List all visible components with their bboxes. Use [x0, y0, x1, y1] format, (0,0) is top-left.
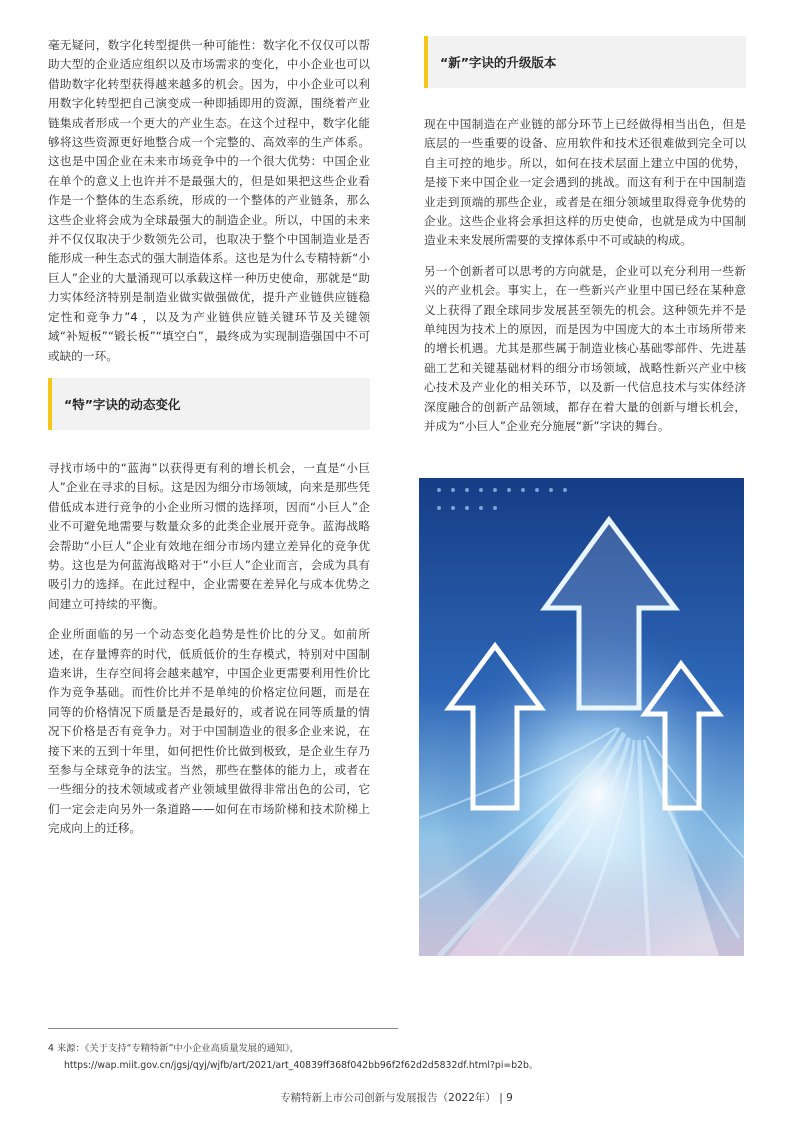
left-paragraph-1: 毫无疑问，数字化转型提供一种可能性：数字化不仅仅可以帮助大型的企业适应组织以及市场需求的变化，中小企业也可以借助数字化转型获得越来越多的机会。因为，中小企业可以利用数字化转型把自己演变成一种即插即用的资源，围绕着产业链集成者形成一个更大的产业生态。在这个过程中，数字化能够将这些资源更好地整合成一个完整的、高效率的生产体系。这也是中国企业在未来市场竞争中的一个很大优势：中国企业在单个的意义上也许并不是最强大的，但是如果把这些企业看作是一个整体的生态系统，形成的一个整体的产业链条，那么这些企业将会成为全球最强大的制造企业。所以，中国的未来并不仅仅取决于少数领先公司，也取决于整个中国制造业是否能形成一种生态式的强大制造体系。这也是为什么专精特新“小巨人”企业的大量涌现可以承载这样一种历史使命，那就是“助力实体经济特别是制造业做实做强做优，提升产业链供应链稳定性和竞争力”4 ，以及为产业链供应链关键环节及关键领域“补短板”“锻长板”“填空白”，最终成为实现制造强国中不可或缺的一环。 [48, 38, 370, 363]
section-heading-xin-label: “新”字诀的升级版本 [440, 55, 557, 70]
footnote-url: https://wap.miit.gov.cn/jgsj/qyj/wjfb/art/2021/art_40839ff368f042bb96f2f62d2d5832df.html?pi=b2b。 [64, 1060, 539, 1071]
section-heading-xin [424, 36, 746, 88]
section-heading-te-label: “特”字诀的动态变化 [64, 396, 181, 412]
speed-arrows-photo [419, 478, 744, 956]
left-paragraph-2: 寻找市场中的“蓝海”以获得更有利的增长机会，一直是“小巨人”企业在寻求的目标。这是因为细分市场领域，向来是那些凭借低成本进行竞争的小企业所习惯的选择项，因而“小巨人”企业不可避免地需要与数量众多的此类企业展开竞争。蓝海战略会帮助“小巨人”企业有效地在细分市场内建立差异化的竞争优势。这也是为何蓝海战略对于“小巨人”企业而言，会成为具有吸引力的选择。在此过程中，企业需要在差异化与成本优势之间建立可持续的平衡。 [48, 460, 370, 611]
left-paragraph-3: 企业所面临的另一个动态变化趋势是性价比的分叉。如前所述，在存量博弈的时代，低质低价的生存模式，特别对中国制造来讲，生存空间将会越来越窄，中国企业更需要利用性价比作为竞争基础。而性价比并不是单纯的价格定位问题，而是在同等的价格情况下质量是否是最好的，或者说在同等质量的情况下价格是否有竞争力。对于中国制造业的很多企业来说，在接下来的五到十年里，如何把性价比做到极致，是企业生存乃至参与全球竞争的法宝。当然，那些在整体的能力上，或者在一些细分的技术领域或者产业领域里做得非常出色的公司，它们一定会走向另外一条道路——如何在市场阶梯和技术阶梯上完成向上的迁移。 [48, 627, 370, 836]
right-column [424, 36, 746, 448]
page-footer: 专精特新上市公司创新与发展报告（2022年） | 9 [280, 1092, 513, 1104]
right-paragraph-2: 另一个创新者可以思考的方向就是，企业可以充分利用一些新兴的产业机会。事实上，在一些新兴产业里中国已经在某种意义上获得了跟全球同步发展甚至领先的机会。这种领先并不是单纯因为技术上的原因，而是因为中国庞大的本土市场所带来的增长机遇。尤其是那些属于制造业核心基础零部件、先进基础工艺和关键基础材料的细分市场领域，战略性新兴产业中核心技术及产业化的相关环节，以及新一代信息技术与实体经济深度融合的创新产品领域，都存在着大量的创新与增长机会，并成为“小巨人”企业充分施展“新”字诀的舞台。 [424, 263, 746, 434]
left-column [48, 36, 370, 850]
right-paragraph-1: 现在中国制造在产业链的部分环节上已经做得相当出色，但是底层的一些重要的设备、应用软件和技术还很难做到完全可以自主可控的地步。所以，如何在技术层面上建立中国的优势，是接下来中国企业一定会遇到的挑战。而这有利于在中国制造业走到顶端的那些企业，或者是在细分领域里取得竞争优势的企业。这些企业将会承担这样的历史使命，也就是成为中国制造业未来发展所需要的支撑体系中不可或缺的构成。 [424, 117, 746, 248]
footnote-source: 4 来源：《关于支持“专精特新”中小企业高质量发展的通知》， [48, 1043, 299, 1054]
footnote-divider [48, 1028, 398, 1029]
footnote [48, 1040, 748, 1074]
section-heading-te [48, 378, 370, 430]
